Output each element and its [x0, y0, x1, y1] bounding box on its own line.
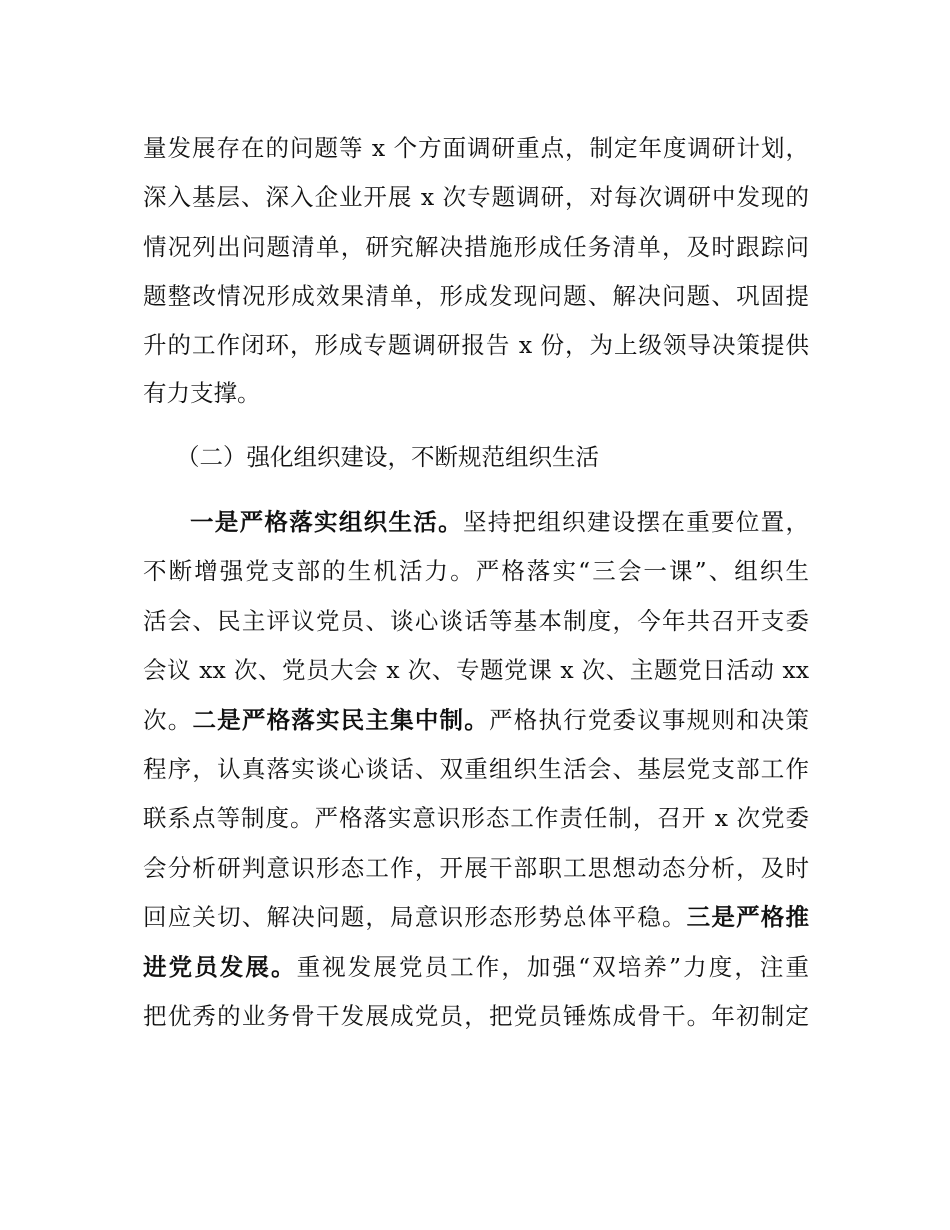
paragraph2-line	[143, 557, 809, 585]
text-run: 题整改情况形成效果清单，形成发现问题、解决问题、巩固提	[143, 282, 809, 310]
text-run: 严格执行党委议事规则和决策	[488, 706, 810, 734]
bold-lead-phrase: 三是严格推	[686, 903, 810, 931]
paragraph1-line	[143, 134, 809, 162]
paragraph2-line	[143, 1002, 809, 1030]
text-run: 深入基层、深入企业开展 x 次专题调研，对每次调研中发现的	[143, 183, 809, 211]
paragraph1-line	[143, 233, 809, 261]
text-run: 程序，认真落实谈心谈话、双重组织生活会、基层党支部工作	[143, 755, 809, 783]
text-run: 次。	[143, 706, 193, 734]
text-run: 回应关切、解决问题，局意识形态形势总体平稳。	[143, 903, 687, 931]
text-run: 会分析研判意识形态工作，开展干部职工思想动态分析，及时	[143, 854, 809, 882]
paragraph2-line	[143, 804, 809, 832]
paragraph2-line	[143, 953, 809, 981]
text-run: 重视发展党员工作，加强“双培养”力度，注重	[296, 953, 810, 981]
bold-lead-phrase: 进党员发展。	[143, 953, 297, 981]
paragraph2-line	[143, 656, 809, 684]
bold-lead-phrase: 二是严格落实民主集中制。	[192, 706, 489, 734]
paragraph2-line	[143, 755, 809, 783]
text-run: 不断增强党支部的生机活力。严格落实“三会一课”、组织生	[143, 557, 809, 585]
paragraph2-line	[190, 508, 809, 536]
text-run: 升的工作闭环，形成专题调研报告 x 份，为上级领导决策提供	[143, 331, 809, 359]
text-run: 量发展存在的问题等 x 个方面调研重点，制定年度调研计划，	[143, 134, 809, 162]
text-run: 活会、民主评议党员、谈心谈话等基本制度，今年共召开支委	[143, 607, 809, 635]
text-run: 坚持把组织建设摆在重要位置，	[462, 508, 809, 536]
bold-lead-phrase: 一是严格落实组织生活。	[190, 508, 463, 536]
paragraph1-line	[143, 282, 809, 310]
paragraph1-line	[143, 331, 809, 359]
section-heading: （二）强化组织建设，不断规范组织生活	[176, 443, 599, 471]
text-run: 会议 xx 次、党员大会 x 次、专题党课 x 次、主题党日活动 xx	[143, 656, 809, 684]
paragraph2-line	[143, 607, 809, 635]
paragraph1-line	[143, 379, 809, 407]
text-run: 把优秀的业务骨干发展成党员，把党员锤炼成骨干。年初制定	[143, 1002, 809, 1030]
text-run: 联系点等制度。严格落实意识形态工作责任制，召开 x 次党委	[143, 804, 809, 832]
paragraph2-line	[143, 854, 809, 882]
paragraph2-line	[143, 903, 809, 931]
paragraph2-line	[143, 706, 809, 734]
text-run: 情况列出问题清单，研究解决措施形成任务清单，及时跟踪问	[143, 233, 809, 261]
text-run: 有力支撑。	[143, 379, 261, 407]
paragraph1-line	[143, 183, 809, 211]
